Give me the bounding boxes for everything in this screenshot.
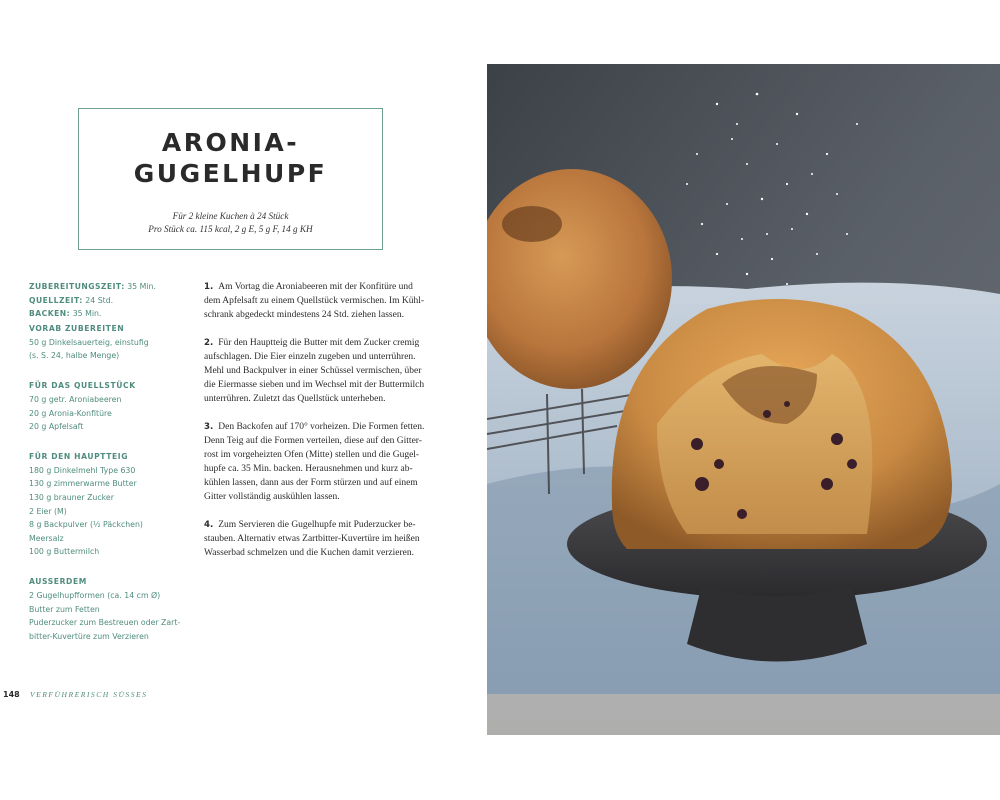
ingredient-item: bitter-Kuvertüre zum Verzieren — [29, 631, 149, 641]
step-line — [204, 280, 440, 294]
time-value: 24 Std. — [85, 295, 114, 305]
step-text: Wasserbad schmelzen und die Kuchen damit verzieren. — [204, 548, 414, 558]
step-text: schrank abgedeckt mindestens 24 Std. ziehen lassen. — [204, 310, 404, 320]
step-text: rost im vorgeheizten Ofen (Mitte) stellen und die Gugel- — [204, 450, 420, 460]
step-line — [204, 532, 440, 546]
step-paragraph — [204, 518, 440, 560]
time-label: ZUBEREITUNGSZEIT: — [29, 282, 125, 291]
step-text: Am Vortag die Aroniabeeren mit der Konfitüre und — [218, 282, 413, 292]
recipe-title-line-2: GUGELHUPF — [133, 159, 328, 188]
step-paragraph — [204, 336, 440, 406]
back-cake-hole — [502, 206, 562, 242]
step-text: aufschlagen. Die Eier einzeln zugeben und unterrühren. — [204, 352, 416, 362]
ingredient-section — [29, 574, 194, 643]
recipe-yield: Für 2 kleine Kuchen à 24 Stück — [172, 211, 289, 221]
step-line — [204, 518, 440, 532]
step-paragraph — [204, 280, 440, 322]
step-line — [204, 420, 440, 434]
step-text: hupfe ca. 35 Min. backen. Herausnehmen und kurz ab- — [204, 464, 413, 474]
time-value: 35 Min. — [127, 282, 156, 291]
ingredient-section-title: FÜR DEN HAUPTTEIG — [29, 451, 129, 461]
ingredient-section-title: FÜR DAS QUELLSTÜCK — [29, 380, 136, 390]
step-line — [204, 434, 440, 448]
step-number: 2. — [204, 338, 214, 348]
table-surface — [487, 694, 1000, 735]
ingredient-item: 2 Eier (M) — [29, 506, 67, 516]
ingredient-section — [29, 449, 194, 559]
time-row — [29, 307, 194, 321]
time-section — [29, 280, 194, 321]
step-line — [204, 448, 440, 462]
ingredient-section-title: VORAB ZUBEREITEN — [29, 323, 125, 333]
preparation-steps — [204, 280, 440, 574]
ingredient-item: 70 g getr. Aroniabeeren — [29, 394, 122, 404]
ingredient-item: 50 g Dinkelsauerteig, einstufig — [29, 337, 149, 347]
step-line — [204, 294, 440, 308]
step-line — [204, 336, 440, 350]
step-line — [204, 546, 440, 560]
ingredient-item: 180 g Dinkelmehl Type 630 — [29, 465, 136, 475]
step-text: Zum Servieren die Gugelhupfe mit Puderzucker be- — [218, 520, 416, 530]
step-text: unterrühren. Zuletzt das Quellstück unterheben. — [204, 394, 386, 404]
ingredient-section — [29, 321, 194, 363]
ingredient-item: Puderzucker zum Bestreuen oder Zart- — [29, 618, 181, 628]
time-label: QUELLZEIT: — [29, 295, 83, 305]
ingredient-item: 130 g zimmerwarme Butter — [29, 479, 137, 489]
step-paragraph — [204, 420, 440, 504]
step-text: Den Backofen auf 170° vorheizen. Die Formen fetten. — [218, 422, 425, 432]
page-number: 148 — [3, 690, 20, 699]
step-number: 3. — [204, 422, 214, 432]
time-row — [29, 280, 194, 294]
step-number: 1. — [204, 282, 214, 292]
step-line — [204, 392, 440, 406]
page-footer — [3, 689, 147, 701]
recipe-title-line-1: ARONIA- — [161, 128, 300, 157]
step-line — [204, 462, 440, 476]
step-line — [204, 308, 440, 322]
ingredient-item: Meersalz — [29, 533, 64, 543]
step-line — [204, 490, 440, 504]
time-label: BACKEN: — [29, 309, 71, 319]
step-line — [204, 378, 440, 392]
step-text: Gitter vollständig auskühlen lassen. — [204, 492, 340, 502]
time-value: 35 Min. — [72, 309, 102, 319]
step-line — [204, 364, 440, 378]
ingredient-item: 8 g Backpulver (½ Päckchen) — [29, 520, 143, 530]
step-text: stauben. Alternativ etwas Zartbitter-Kuvertüre im heißen — [204, 534, 420, 544]
time-row — [29, 294, 194, 308]
ingredient-item: 20 g Apfelsaft — [29, 422, 84, 432]
ingredient-item: 100 g Buttermilch — [29, 547, 100, 557]
step-text: kühlen lassen, dann aus der Form stürzen und auf einem — [204, 478, 418, 488]
recipe-nutrition: Pro Stück ca. 115 kcal, 2 g E, 5 g F, 14 g KH — [148, 224, 313, 234]
recipe-title-box — [78, 108, 383, 250]
step-text: Für den Hauptteig die Butter mit dem Zucker cremig — [218, 338, 420, 348]
ingredient-item: Butter zum Fetten — [29, 604, 100, 614]
cake-photo — [487, 64, 1000, 735]
step-number: 4. — [204, 520, 214, 530]
step-line — [204, 476, 440, 490]
ingredient-item: 20 g Aronia-Konfitüre — [29, 408, 112, 418]
ingredient-section — [29, 378, 194, 434]
ingredient-item: 2 Gugelhupfformen (ca. 14 cm Ø) — [29, 590, 161, 600]
recipe-title — [79, 127, 382, 189]
step-text: Mehl und Backpulver in einer Schüssel vermischen, über — [204, 366, 422, 376]
step-text: dem Apfelsaft zu einem Quellstück vermischen. Im Kühl- — [204, 296, 425, 306]
step-line — [204, 350, 440, 364]
step-text: Denn Teig auf die Formen verteilen, diese auf den Gitter- — [204, 436, 422, 446]
ingredient-item: (s. S. 24, halbe Menge) — [29, 351, 120, 361]
ingredient-item: 130 g brauner Zucker — [29, 492, 114, 502]
recipe-yield-info — [79, 210, 382, 236]
chapter-title: VERFÜHRERISCH SÜSSES — [29, 690, 148, 699]
step-text: die Eiermasse sieben und im Wechsel mit der Buttermilch — [204, 380, 425, 390]
ingredients-sidebar — [29, 280, 194, 643]
ingredient-section-title: AUSSERDEM — [29, 576, 87, 586]
